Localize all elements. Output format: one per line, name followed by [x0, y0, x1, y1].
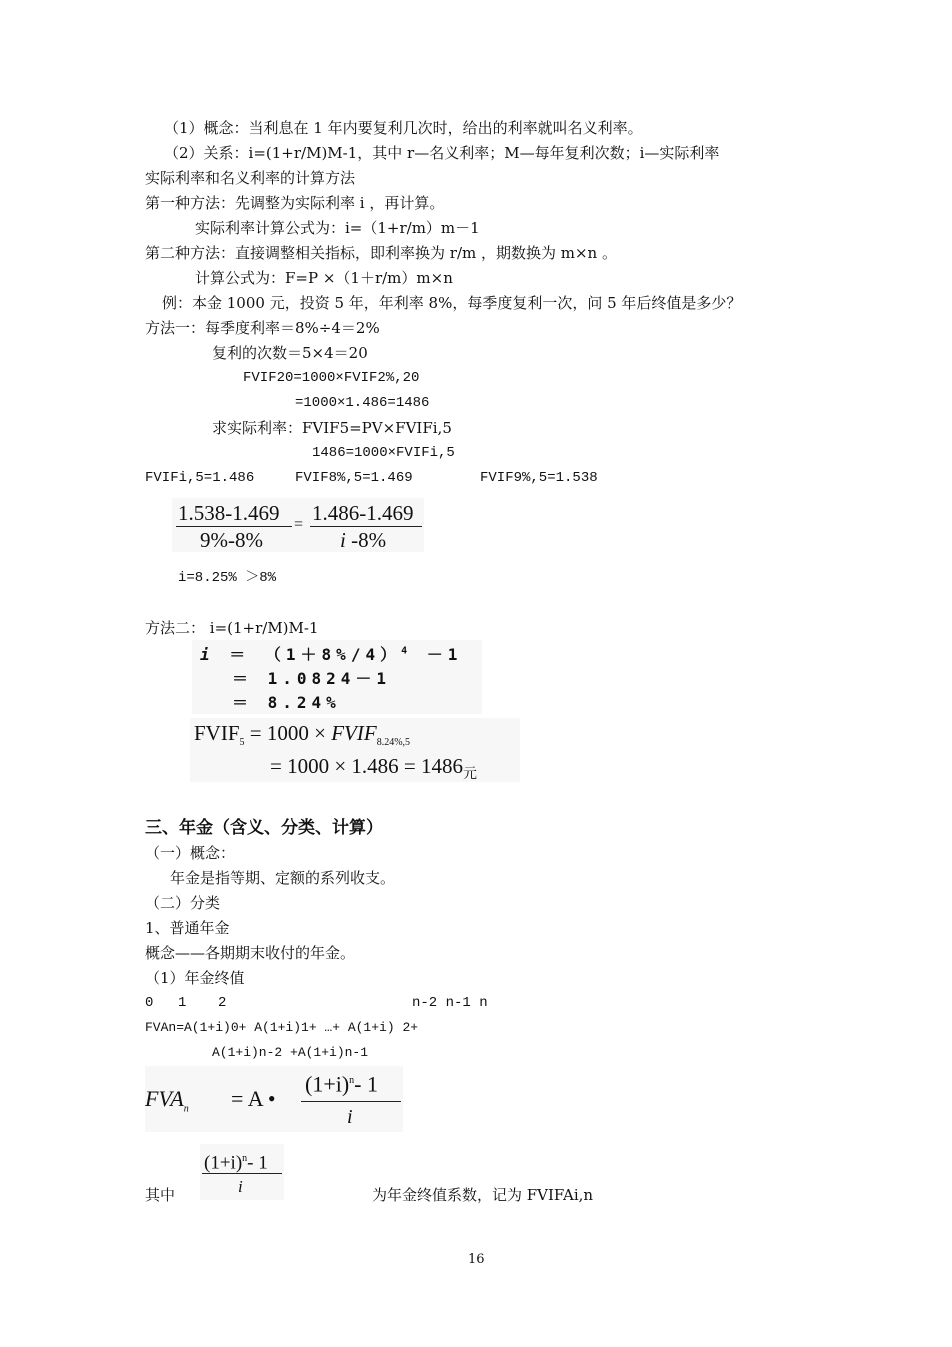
s3-classification: （二）分类: [145, 894, 221, 912]
line-relation: （2）关系：i=(1+r/M)M-1，其中 r—名义利率；M—每年复利次数；i—实际利率: [164, 144, 720, 162]
coef-denominator: i: [238, 1177, 243, 1196]
timeline-n: n-2 n-1 n: [412, 995, 488, 1011]
fva-label: FVA: [145, 1086, 184, 1111]
frac-equals: =: [294, 516, 304, 533]
fva-frac-bar: [301, 1101, 401, 1102]
fvif5-sub: 5: [239, 737, 245, 749]
fva-lhs: [145, 1086, 189, 1122]
fva-numerator: [305, 1068, 378, 1097]
frac-right-rest: -8%: [345, 528, 387, 552]
frac-right-denominator: [340, 527, 386, 553]
page-number: 16: [468, 1252, 485, 1267]
s3-concept-text: 年金是指等期、定额的系列收支。: [170, 869, 396, 887]
line-method-1: 第一种方法：先调整为实际利率 i ，再计算。: [145, 194, 445, 212]
frac-left-numerator: 1.538-1.469: [178, 501, 280, 525]
s3-concept-label: （一）概念：: [145, 844, 236, 862]
fvif-unit: 元: [463, 767, 478, 783]
fvif-mult: = 1000 ×: [244, 721, 326, 745]
fvif5-label: FVIF: [194, 721, 240, 745]
line-effective-formula: 实际利率计算公式为：i=（1+r/m）m－1: [195, 219, 480, 237]
line-method-2: 第二种方法：直接调整相关指标，即利率换为 r/m ，期数换为 m×n 。: [145, 244, 617, 262]
coef-num-exp: n: [242, 1153, 248, 1164]
line-i-result: i=8.25% ＞8%: [178, 570, 277, 586]
line-approach-1: 方法一：每季度利率＝8%÷4＝2%: [145, 319, 380, 337]
calc-i: i: [200, 645, 215, 664]
line-fvifi-value: FVIFi,5=1.486: [145, 470, 255, 486]
line-fvif20: FVIF20=1000×FVIF2%,20: [243, 370, 420, 386]
line-calc-formula: 计算公式为：F=P ×（1＋r/m）m×n: [195, 269, 453, 287]
fvif-rate-label: FVIF: [331, 721, 377, 745]
line-coef-text: 为年金终值系数，记为 FVIFAi,n: [372, 1186, 594, 1204]
line-example: 例：本金 1000 元，投资 5 年，年利率 8%，每季度复利一次，问 5 年后终值是多少？: [162, 294, 742, 312]
fvif-result-formula: [190, 718, 520, 782]
timeline-0: 0: [145, 995, 154, 1011]
calc-row1-exp: 4: [401, 645, 413, 657]
line-find-rate: 求实际利率：FVIF5=PV×FVIFi,5: [212, 419, 452, 437]
line-fvif9-value: FVIF9%,5=1.538: [480, 470, 598, 486]
calc-row-3: ＝ 8.24%: [232, 693, 341, 712]
calc-row-1: [200, 642, 462, 665]
line-fvif8-value: FVIF8%,5=1.469: [295, 470, 413, 486]
line-compound-count: 复利的次数＝5×4＝20: [212, 344, 368, 362]
fva-num-exp: n: [349, 1075, 355, 1086]
fva-num-base: (1+i): [305, 1071, 350, 1097]
calc-row-2: ＝ 1.0824－1: [232, 669, 392, 688]
fvif-line-2: [270, 753, 477, 788]
line-methods-title: 实际利率和名义利率的计算方法: [145, 169, 356, 187]
s3-ordinary-concept: 概念——各期期末收付的年金。: [145, 944, 356, 962]
timeline-2: 2: [218, 995, 227, 1011]
fva-expansion-2: A(1+i)n-2 +A(1+i)n-1: [212, 1045, 369, 1060]
line-approach-2: 方法二： i=(1+r/M)M-1: [145, 619, 319, 637]
calc-row1-body: ＝ （1＋8%/4）: [229, 645, 402, 664]
line-fvifi-eq: 1486=1000×FVIFi,5: [312, 445, 455, 461]
s3-fv-title: （1）年金终值: [145, 969, 245, 987]
fva-num-tail: - 1: [354, 1071, 378, 1097]
fva-eq: = A •: [231, 1086, 276, 1111]
line-fvif20-result: =1000×1.486=1486: [295, 395, 430, 411]
coef-numerator: [204, 1146, 268, 1176]
frac-right-numerator: 1.486-1.469: [312, 501, 414, 525]
fva-denominator: i: [347, 1106, 353, 1128]
frac-left-denominator: 9%-8%: [200, 528, 263, 552]
coefficient-formula: [200, 1144, 284, 1200]
s3-ordinary-annuity: 1、普通年金: [145, 919, 230, 937]
line-concept: （1）概念：当利息在 1 年内要复利几次时，给出的利率就叫名义利率。: [164, 119, 643, 137]
line-qizhong: 其中: [145, 1186, 176, 1204]
interpolation-formula: [172, 498, 424, 552]
frac-right-i: i: [340, 528, 346, 552]
fvif-rate-sub: 8.24%,5: [376, 737, 411, 749]
fvif-line-1: [194, 720, 410, 756]
fva-expansion-1: FVAn=A(1+i)0+ A(1+i)1+ …+ A(1+i) 2+: [145, 1020, 419, 1035]
calc-row1-tail: －1: [412, 645, 463, 664]
coef-num-tail: - 1: [247, 1152, 268, 1174]
section-3-title: 三、年金（含义、分类、计算）: [145, 818, 383, 838]
approach2-calc-block: [192, 640, 482, 714]
fva-sub: n: [183, 1103, 189, 1115]
timeline-1: 1: [178, 995, 187, 1011]
coef-num-base: (1+i): [204, 1152, 243, 1174]
fvif-final: = 1000 × 1.486 = 1486: [270, 754, 464, 778]
fva-formula: [145, 1066, 403, 1132]
